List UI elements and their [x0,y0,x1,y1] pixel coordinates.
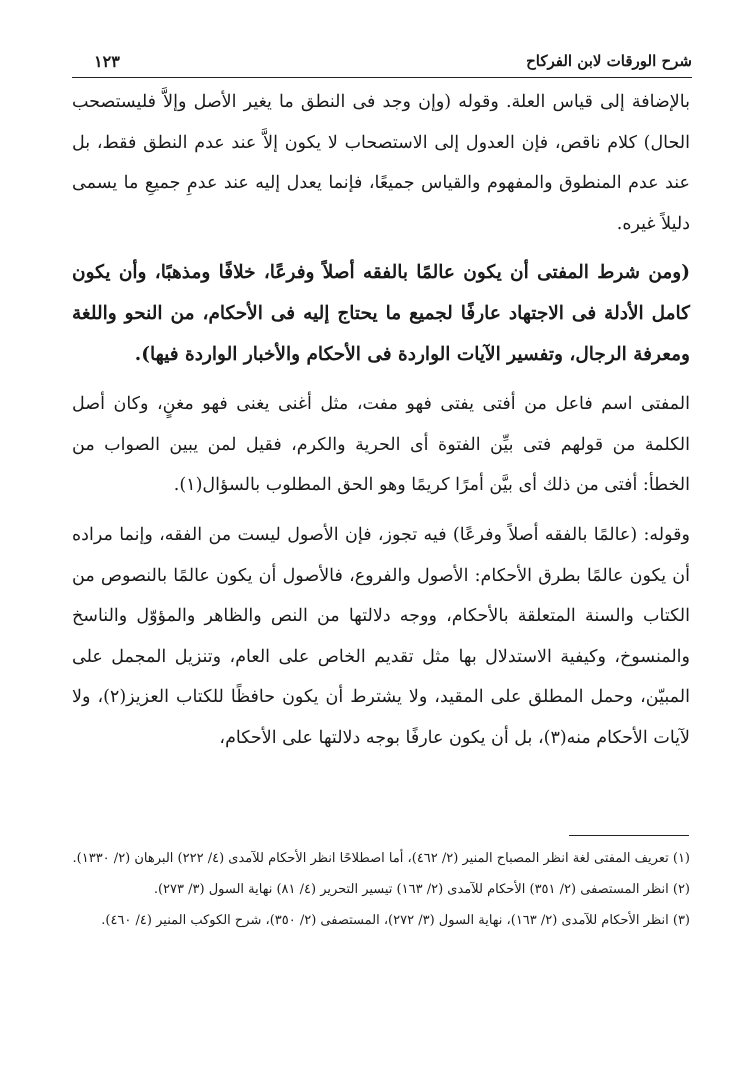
paragraph-gap [72,506,690,515]
text-line: الفقه، وإنما مراده أن يكون عالمًا بطرق الأحكام: الأصول والفروع، [72,524,690,586]
text-line: (ومن شرط المفتى أن يكون عالمًا بالفقه أصلاً وفرعًا، خلافًا ومذهبًا، وأن [118,262,690,284]
text-line: النحو واللغة ومعرفة الرجال، وتفسير الآيات الواردة فى الأحكام والأخبار [72,302,690,365]
running-header [72,44,692,78]
text-line: يعدل إليه عند عدمِ جميعِ ما يسمى دليلاً غيره. [72,173,690,234]
text-line: ووجه دلالتها من النص والظاهر والمؤوّل والناسخ والمنسوخ، وكيفية [72,606,690,667]
footnote-rule [569,835,689,836]
text-line: عند عدم النطق فقط، بل عند عدم المنطوق والمفهوم والقياس جميعًا، فإنما [72,132,690,194]
footnote-1: (١) تعريف المفتى لغة انظر المصباح المنير (٢/ ٤٦٢)، أما اصطلاحًا انظر الأحكام للآمدى (٤/ ٢٢٢) البرهان (٢/ ١٣٣٠). [72,851,690,866]
text-line: يكون كامل الأدلة فى الاجتهاد عارفًا لجميع ما يحتاج إليه فى الأحكام، من [72,262,690,324]
text-line: الواردة فيها). [134,343,238,365]
text-line: وكان أصل الكلمة من قولهم فتى بيِّن الفتوة أى الحرية والكرم، فقيل لمن [72,394,690,455]
text-line: الاستدلال بها مثل تقديم الخاص على العام، وتنزيل المجمل على المبيّن، [72,646,690,708]
footnotes [72,846,690,939]
paragraph-gap [72,244,690,253]
main-text [72,82,690,759]
page-number: ١٢٣ [94,52,120,71]
footnote-2: (٢) انظر المستصفى (٢/ ٣٥١) الأحكام للآمدى (٢/ ١٦٣) تيسير التحرير (٤/ ٨١) نهاية السول (٣/ ٢٧٣). [153,882,690,897]
paragraph-3 [72,384,690,506]
text-line: يبين الصواب من الخطأ: أفتى من ذلك أى بيَّن أمرًا كريمًا وهو الحق [72,434,690,496]
footnote-3: (٣) انظر الأحكام للآمدى (٢/ ١٦٣)، نهاية السول (٣/ ٢٧٢)، المستصفى (٢/ ٣٥٠)، شرح الكوكب المنير (٤/ ٤٦٠). [101,913,690,928]
paragraph-1 [72,82,690,244]
paragraph-4 [72,515,690,759]
text-line: المفتى اسم فاعل من أفتى يفتى فهو مفت، مثل أغنى يغنى فهو مغنٍ، [157,394,690,415]
paragraph-gap [72,375,690,384]
text-line: وقوله: (عالمًا بالفقه أصلاً وفرعًا) فيه تجوز، فإن الأصول ليست من [208,524,690,545]
matn-quote-paragraph [72,253,690,375]
header-rule [72,77,692,78]
text-line: بالإضافة إلى قياس العلة. وقوله (وإن وجد فى النطق ما يغير الأصل وإلاَّ [163,92,690,112]
text-line: المطلوب بالسؤال(١). [173,475,332,496]
running-header-title: شرح الورقات لابن الفركاح [526,52,692,70]
text-line: وحمل المطلق على المقيد، ولا يشترط أن يكون حافظًا للكتاب العزيز(٢)، ولا [72,687,634,708]
text-line: لآيات الأحكام منه(٣)، بل أن يكون عارفًا بوجه دلالتها على الأحكام، [219,727,690,748]
text-line: فالأصول أن يكون عالمًا بالنصوص من الكتاب والسنة المتعلقة بالأحكام، [72,565,690,627]
text-line: فليستصحب الحال) كلام ناقص، فإن العدول إلى الاستصحاب لا يكون إلاَّ [72,92,691,153]
